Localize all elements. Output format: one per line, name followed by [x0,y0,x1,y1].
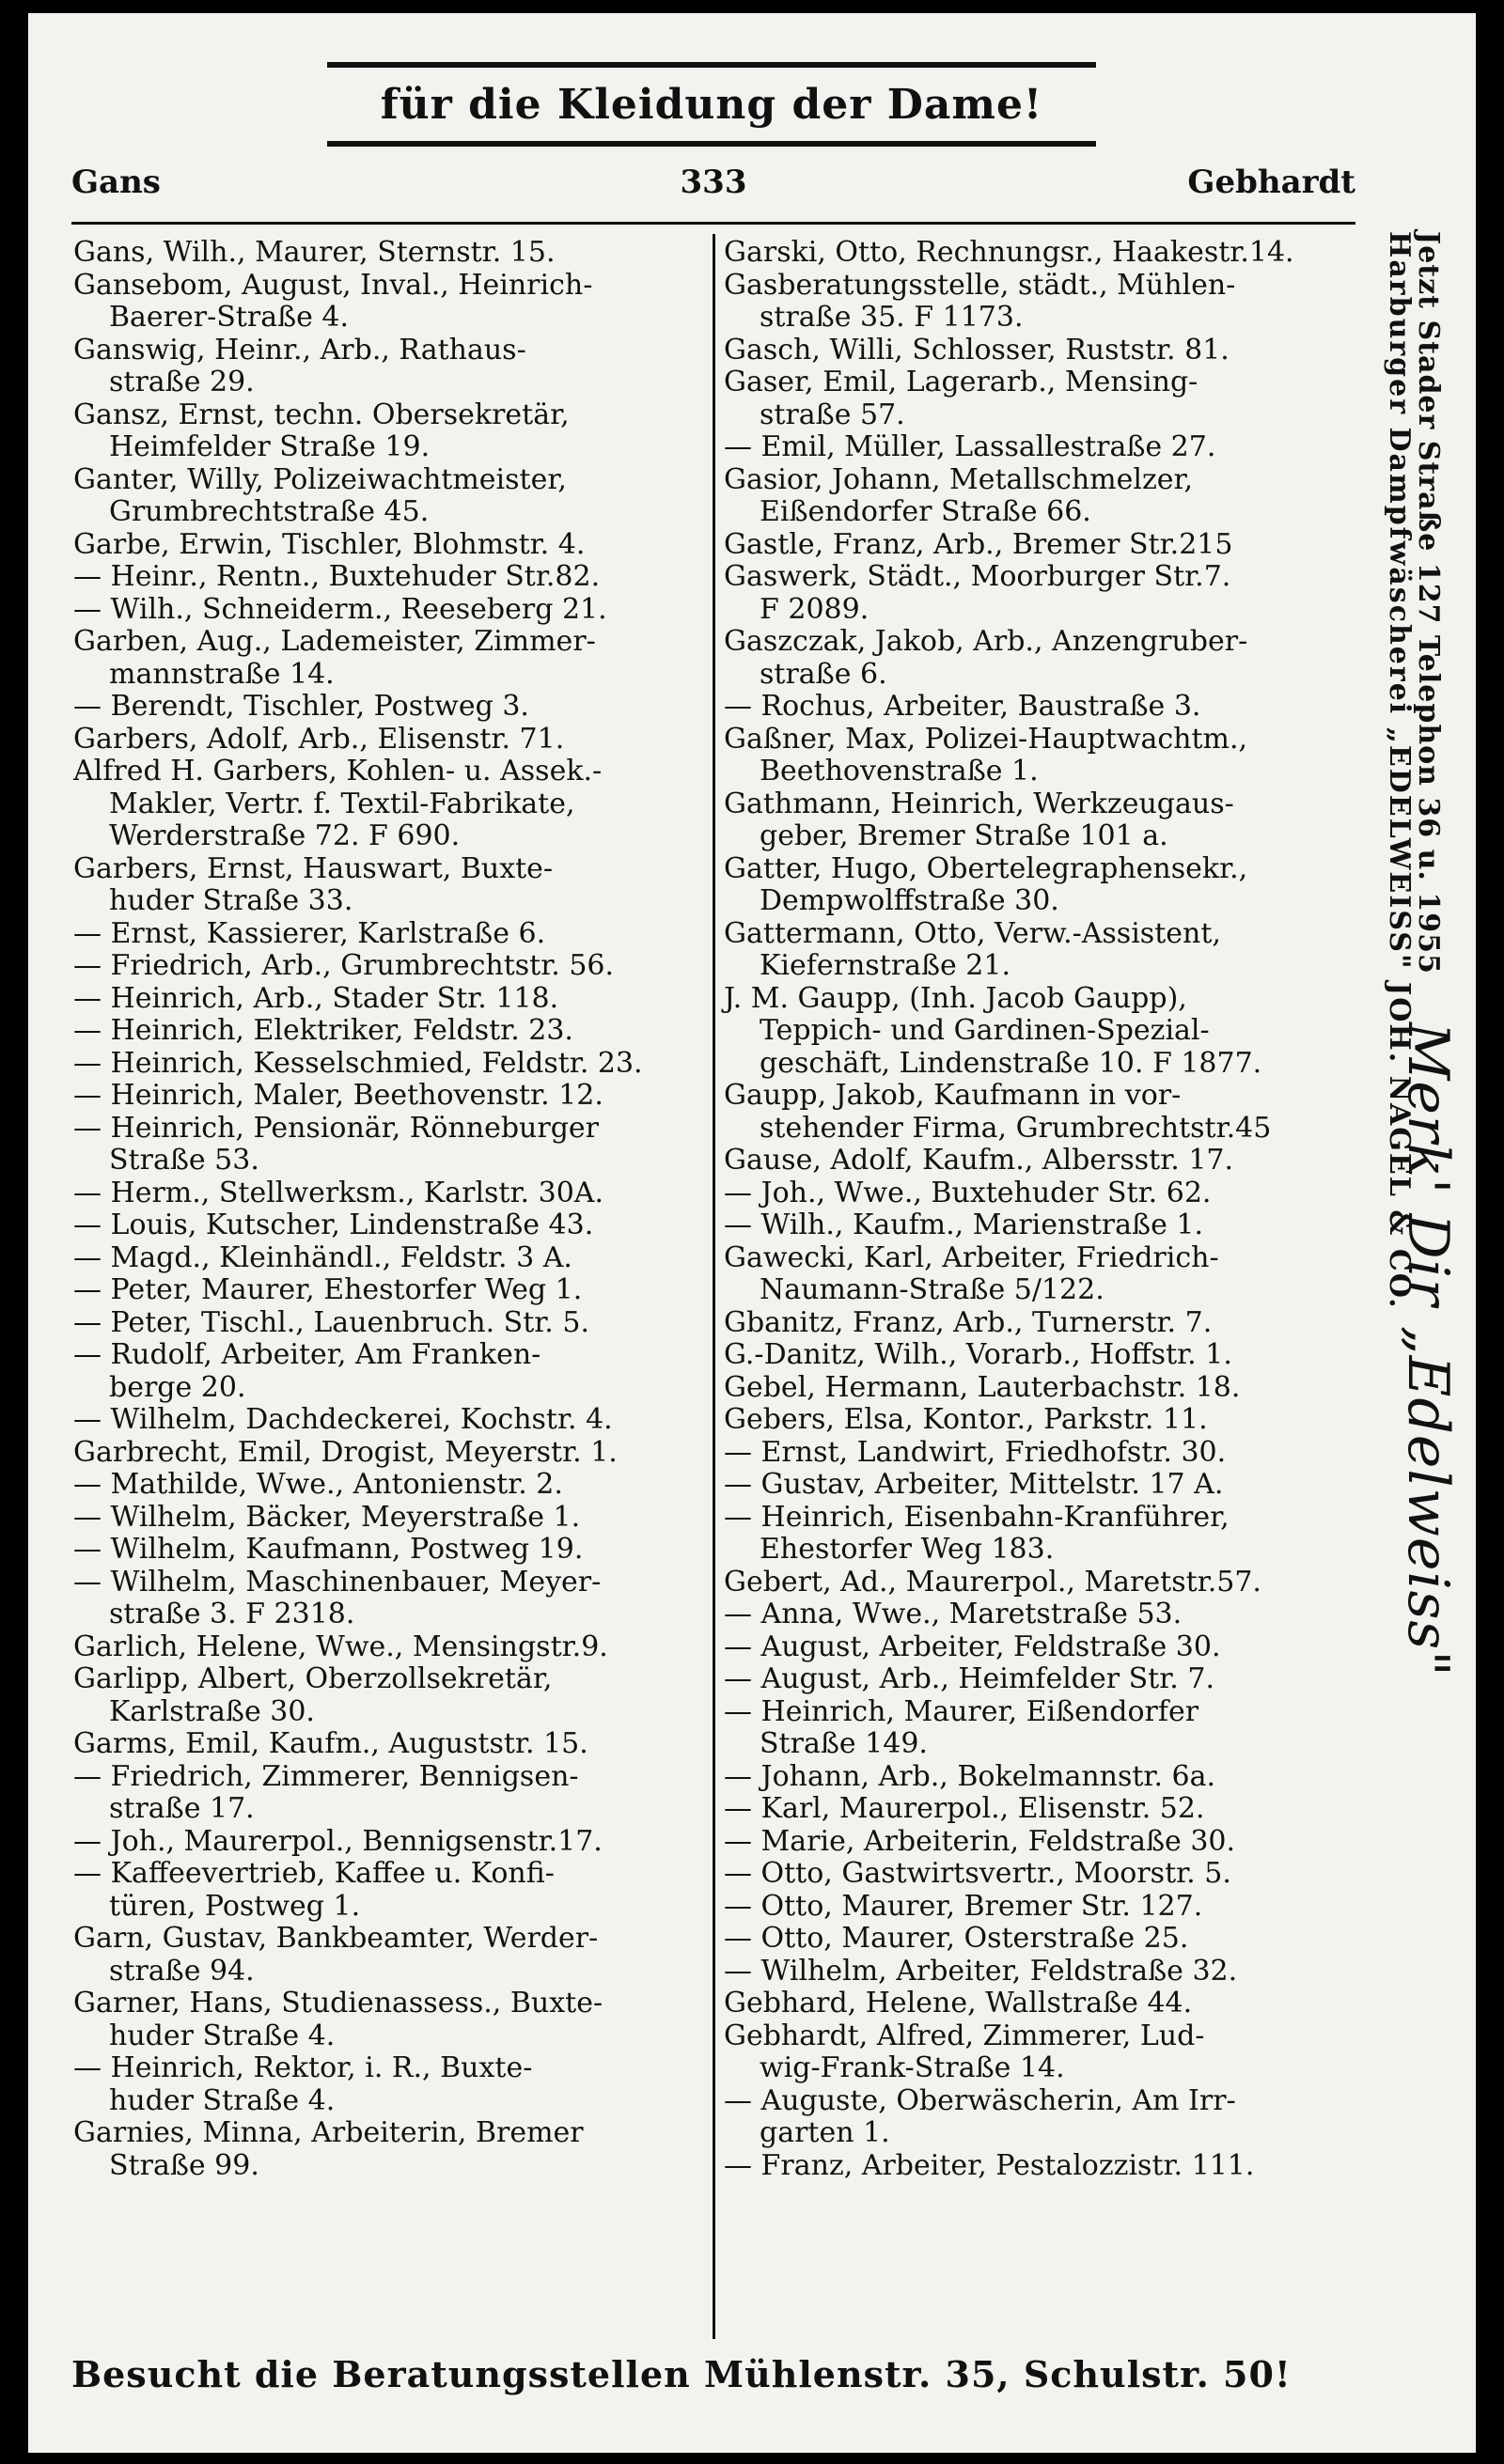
entry-line: Gans, Wilh., Maurer, Sternstr. 15. [73,236,556,269]
entry-line: — Emil, Müller, Lassallestraße 27. [724,430,1216,463]
entry-line: Ganter, Willy, Polizeiwachtmeister, [73,462,567,496]
entry-line: Teppich- und Gardinen-Spezial- [760,1014,1210,1047]
entry-line: — Heinrich, Maurer, Eißendorfer [724,1694,1199,1728]
entry-line: — Friedrich, Arb., Grumbrechtstr. 56. [73,949,615,982]
entry-line: Garbers, Ernst, Hauswart, Buxte- [73,851,554,885]
entry-line: Gatter, Hugo, Obertelegraphensekr., [724,851,1248,885]
entry-line: Gaszczak, Jakob, Arb., Anzengruber- [724,625,1248,658]
entry-line: wig-Frank-Straße 14. [760,2051,1065,2084]
entry-line: — Heinrich, Rektor, i. R., Buxte- [73,2051,533,2084]
entry-line: — Wilh., Schneiderm., Reeseberg 21. [73,592,607,626]
entry-line: stehender Firma, Grumbrechtstr.45 [760,1111,1272,1145]
entry-line: — Gustav, Arbeiter, Mittelstr. 17 A. [724,1468,1224,1501]
entry-line: — Heinrich, Arb., Stader Str. 118. [73,981,559,1015]
entry-line: — Otto, Maurer, Osterstraße 25. [724,1922,1189,1955]
entry-line: Garner, Hans, Studienassess., Buxte- [73,1987,603,2020]
entry-line: — Wilhelm, Dachdeckerei, Kochstr. 4. [73,1403,613,1436]
page-header [71,154,1355,211]
entry-line: — Heinrich, Elektriker, Feldstr. 23. [73,1014,573,1047]
entry-line: Garms, Emil, Kaufm., Auguststr. 15. [73,1727,588,1760]
entry-line: — August, Arbeiter, Feldstraße 30. [724,1630,1221,1663]
top-advertisement: für die Kleidung der Dame! [327,62,1096,147]
entry-line: huder Straße 4. [109,2083,336,2117]
entry-line: Gansz, Ernst, techn. Obersekretär, [73,398,570,431]
entry-line: Grumbrechtstraße 45. [109,495,430,528]
entry-line: straße 3. F 2318. [109,1598,355,1630]
right-column [724,237,1355,2342]
entry-line: Straße 53. [109,1144,259,1177]
header-rule [71,222,1355,225]
entry-line: Beethovenstraße 1. [760,755,1039,788]
entry-line: straße 57. [760,398,905,431]
entry-line: Gaßner, Max, Polizei-Hauptwachtm., [724,722,1248,756]
entry-line: — Anna, Wwe., Maretstraße 53. [724,1598,1183,1630]
entry-line: — Karl, Maurerpol., Elisenstr. 52. [724,1792,1205,1825]
entry-line: Garbrecht, Emil, Drogist, Meyerstr. 1. [73,1435,618,1469]
entry-line: huder Straße 33. [109,884,353,917]
entry-line: — Marie, Arbeiterin, Feldstraße 30. [724,1824,1236,1858]
entry-line: Gebhard, Helene, Wallstraße 44. [724,1987,1193,2020]
entry-line: Garbers, Adolf, Arb., Elisenstr. 71. [73,722,565,756]
entry-line: geber, Bremer Straße 101 a. [760,819,1168,852]
entry-line: straße 17. [109,1792,255,1825]
entry-line: — Berendt, Tischler, Postweg 3. [73,690,529,723]
entry-line: — Joh., Maurerpol., Bennigsenstr.17. [73,1824,603,1858]
entry-line: Karlstraße 30. [109,1694,315,1728]
header-last-entry: Gebhardt [1187,164,1355,201]
entry-line: Garski, Otto, Rechnungsr., Haakestr.14. [724,236,1294,269]
entry-line: Gbanitz, Franz, Arb., Turnerstr. 7. [724,1305,1213,1339]
entry-line: — Heinrich, Kesselschmied, Feldstr. 23. [73,1046,643,1080]
entry-line: Garnies, Minna, Arbeiterin, Bremer [73,2116,584,2149]
entry-line: — Otto, Gastwirtsvertr., Moorstr. 5. [724,1857,1231,1890]
entry-line: Gasch, Willi, Schlosser, Ruststr. 81. [724,333,1230,366]
entry-line: Gebel, Hermann, Lauterbachstr. 18. [724,1370,1241,1404]
sidebar-company-text: Harburger Dampfwäscherei „EDELWEISS" JOH. NAGEL & CO. [1383,231,1416,1310]
entry-line: — Otto, Maurer, Bremer Str. 127. [724,1889,1203,1923]
footer-advertisement: Besucht die Beratungsstellen Mühlenstr. 35, Schulstr. 50! [71,2353,1292,2395]
entry-line: — Wilhelm, Bäcker, Meyerstraße 1. [73,1500,581,1534]
entry-line: — Wilhelm, Arbeiter, Feldstraße 32. [724,1954,1238,1988]
entry-line: — Peter, Tischl., Lauenbruch. Str. 5. [73,1305,589,1339]
entry-line: — Mathilde, Wwe., Antonienstr. 2. [73,1468,563,1501]
entry-line: Kiefernstraße 21. [760,949,1010,982]
entry-line: huder Straße 4. [109,2019,336,2052]
entry-line: — Wilh., Kaufm., Marienstraße 1. [724,1209,1203,1241]
sidebar-slogan: Merk' Dir „Edelweiss" [1395,1022,1461,1678]
side-advertisement [1369,231,1463,2308]
entry-line: — Herm., Stellwerksm., Karlstr. 30A. [73,1176,603,1209]
entry-line: — Rochus, Arbeiter, Baustraße 3. [724,690,1201,723]
entry-line: Gasberatungsstelle, städt., Mühlen- [724,268,1236,302]
entry-line: — Franz, Arbeiter, Pestalozzistr. 111. [724,2148,1255,2182]
entry-line: Werderstraße 72. F 690. [109,819,461,852]
column-divider [713,234,715,2339]
entry-line: Gastle, Franz, Arb., Bremer Str.215 [724,527,1233,561]
entry-line: — Heinrich, Pensionär, Rönneburger [73,1111,599,1145]
left-column [73,237,701,2342]
entry-line: — August, Arb., Heimfelder Str. 7. [724,1662,1214,1695]
entry-line: Gaswerk, Städt., Moorburger Str.7. [724,560,1231,593]
entry-line: — Ernst, Kassierer, Karlstraße 6. [73,916,546,950]
entry-line: mannstraße 14. [109,657,335,691]
entry-line: Makler, Vertr. f. Textil-Fabrikate, [109,787,575,820]
entry-line: straße 6. [760,657,887,691]
entry-line: — Magd., Kleinhändl., Feldstr. 3 A. [73,1240,572,1274]
entry-line: Dempwolffstraße 30. [760,884,1059,917]
entry-line: Gasior, Johann, Metallschmelzer, [724,462,1194,496]
entry-line: Eißendorfer Straße 66. [760,495,1091,528]
entry-line: Ganswig, Heinr., Arb., Rathaus- [73,333,526,366]
entry-line: berge 20. [109,1370,246,1404]
entry-line: — Peter, Maurer, Ehestorfer Weg 1. [73,1273,583,1306]
entry-line: garten 1. [760,2116,890,2149]
entry-line: — Heinrich, Eisenbahn-Kranführer, [724,1500,1230,1534]
entry-line: — Joh., Wwe., Buxtehuder Str. 62. [724,1176,1212,1209]
entry-line: — Ernst, Landwirt, Friedhofstr. 30. [724,1435,1227,1469]
entry-line: Naumann-Straße 5/122. [760,1273,1104,1306]
entry-line: Garben, Aug., Lademeister, Zimmer- [73,625,596,658]
directory-page [28,13,1476,2453]
entry-line: Ehestorfer Weg 183. [760,1533,1055,1566]
entry-line: straße 94. [109,1954,255,1988]
header-first-entry: Gans [71,164,161,201]
entry-line: Gaser, Emil, Lagerarb., Mensing- [724,366,1198,398]
entry-line: Garlich, Helene, Wwe., Mensingstr.9. [73,1630,608,1663]
entry-line: — Kaffeevertrieb, Kaffee u. Konfi- [73,1857,555,1890]
entry-line: — Friedrich, Zimmerer, Bennigsen- [73,1759,579,1793]
entry-line: Heimfelder Straße 19. [109,430,431,463]
entry-line: Garlipp, Albert, Oberzollsekretär, [73,1662,553,1695]
entry-line: Gebers, Elsa, Kontor., Parkstr. 11. [724,1403,1208,1436]
entry-line: türen, Postweg 1. [109,1889,361,1923]
entry-line: Gansebom, August, Inval., Heinrich- [73,268,593,302]
entry-line: — Wilhelm, Kaufmann, Postweg 19. [73,1533,584,1566]
entry-line: Garbe, Erwin, Tischler, Blohmstr. 4. [73,527,586,561]
entry-line: Gause, Adolf, Kaufm., Albersstr. 17. [724,1144,1234,1177]
entry-line: J. M. Gaupp, (Inh. Jacob Gaupp), [724,981,1187,1015]
entry-line: straße 29. [109,366,255,398]
entry-line: straße 35. F 1173. [760,301,1024,334]
entry-line: — Wilhelm, Maschinenbauer, Meyer- [73,1565,602,1598]
entry-line: — Heinr., Rentn., Buxtehuder Str.82. [73,560,601,593]
entry-line: G.-Danitz, Wilh., Vorarb., Hoffstr. 1. [724,1338,1232,1371]
entry-line: — Rudolf, Arbeiter, Am Franken- [73,1338,541,1371]
entry-line: geschäft, Lindenstraße 10. F 1877. [760,1046,1262,1080]
entry-line: F 2089. [760,592,870,626]
entry-line: Gebhardt, Alfred, Zimmerer, Lud- [724,2019,1205,2052]
entry-line: Gawecki, Karl, Arbeiter, Friedrich- [724,1240,1219,1274]
sidebar-phone-text: Telephon 36 u. 1955 [1412,634,1445,975]
entry-line: Garn, Gustav, Bankbeamter, Werder- [73,1922,599,1955]
entry-line: — Johann, Arb., Bokelmannstr. 6a. [724,1759,1216,1793]
entry-line: Straße 149. [760,1727,928,1760]
entry-line: Gathmann, Heinrich, Werkzeugaus- [724,787,1234,820]
entry-line: — Heinrich, Maler, Beethovenstr. 12. [73,1079,603,1112]
sidebar-address-text: Jetzt Stader Straße 127 [1412,231,1445,625]
entry-line: Alfred H. Garbers, Kohlen- u. Assek.- [73,755,603,788]
page-number: 333 [680,164,747,201]
entry-line: Baerer-Straße 4. [109,301,350,334]
entry-line: Gebert, Ad., Maurerpol., Maretstr.57. [724,1565,1261,1598]
entry-line: Gaupp, Jakob, Kaufmann in vor- [724,1079,1182,1112]
entry-line: — Louis, Kutscher, Lindenstraße 43. [73,1209,594,1241]
entry-line: Straße 99. [109,2148,259,2182]
entry-line: — Auguste, Oberwäscherin, Am Irr- [724,2083,1236,2117]
entry-line: Gattermann, Otto, Verw.-Assistent, [724,916,1221,950]
